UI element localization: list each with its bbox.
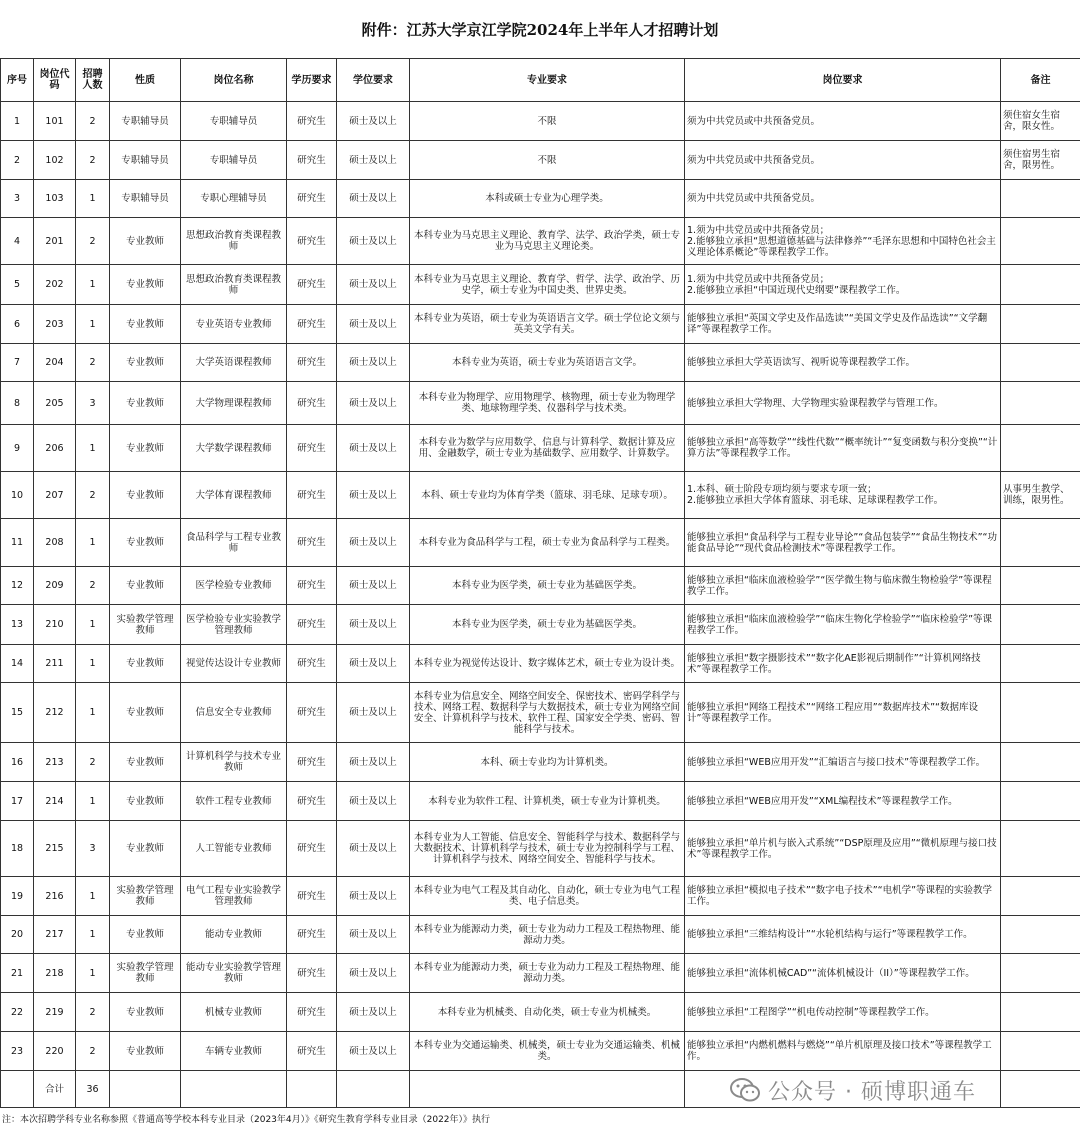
table-row — [1, 180, 1080, 218]
cell-count: 2 — [76, 141, 110, 180]
table-row — [1, 782, 1080, 821]
cell-name: 信息安全专业教师 — [181, 683, 287, 743]
cell-degree: 硕士及以上 — [337, 821, 410, 877]
header-name: 岗位名称 — [181, 59, 287, 102]
cell-note — [1001, 180, 1080, 218]
watermark — [730, 1074, 976, 1106]
cell-name: 医学检验专业教师 — [181, 567, 287, 605]
cell-major: 本科、硕士专业均为计算机类。 — [410, 743, 685, 782]
cell-degree: 硕士及以上 — [337, 645, 410, 683]
cell-req: 1.本科、硕士阶段专项均须与要求专项一致； 2.能够独立承担大学体育篮球、羽毛球、足球课程教学工作。 — [685, 472, 1001, 519]
header-req: 岗位要求 — [685, 59, 1001, 102]
cell-no: 18 — [1, 821, 34, 877]
table-row — [1, 1032, 1080, 1071]
cell-code: 102 — [34, 141, 76, 180]
cell-edu: 研究生 — [287, 605, 337, 645]
cell-name: 电气工程专业实验教学管理教师 — [181, 877, 287, 916]
cell-type: 专业教师 — [110, 567, 181, 605]
table-row — [1, 645, 1080, 683]
cell-major: 本科专业为信息安全、网络空间安全、保密技术、密码学科学与技术、网络工程、数据科学与大数据技术，硕士专业为网络空间安全、计算机科学与技术、软件工程、国家安全学类、密码、智能科学与技术。 — [410, 683, 685, 743]
table-row — [1, 877, 1080, 916]
cell-req: 能够独立承担“英国文学史及作品选读”“美国文学史及作品选读”“文学翻译”等课程教学工作。 — [685, 305, 1001, 344]
cell-note — [1001, 1032, 1080, 1071]
cell-degree: 硕士及以上 — [337, 1032, 410, 1071]
page-title: 附件：江苏大学京江学院2024年上半年人才招聘计划 — [361, 20, 719, 39]
cell-edu: 研究生 — [287, 782, 337, 821]
cell-type: 专业教师 — [110, 1032, 181, 1071]
cell-major: 本科专业为医学类，硕士专业为基础医学类。 — [410, 567, 685, 605]
cell-edu: 研究生 — [287, 877, 337, 916]
cell-major: 不限 — [410, 141, 685, 180]
cell-edu: 研究生 — [287, 382, 337, 425]
cell-type: 实验教学管理教师 — [110, 877, 181, 916]
cell-no: 9 — [1, 425, 34, 472]
cell-code: 205 — [34, 382, 76, 425]
cell-count: 2 — [76, 102, 110, 141]
cell-note — [1001, 382, 1080, 425]
cell-major: 本科或硕士专业为心理学类。 — [410, 180, 685, 218]
cell-note — [1001, 821, 1080, 877]
cell-code: 206 — [34, 425, 76, 472]
cell-code: 202 — [34, 265, 76, 305]
table-row — [1, 472, 1080, 519]
cell-degree: 硕士及以上 — [337, 605, 410, 645]
cell-note — [1001, 567, 1080, 605]
cell-major: 本科专业为英语，硕士专业为英语语言文学。 — [410, 344, 685, 382]
cell-req: 须为中共党员或中共预备党员。 — [685, 102, 1001, 141]
cell-code: 215 — [34, 821, 76, 877]
cell-no: 14 — [1, 645, 34, 683]
header-type: 性质 — [110, 59, 181, 102]
cell-count: 1 — [76, 305, 110, 344]
cell-count: 2 — [76, 218, 110, 265]
cell-req: 须为中共党员或中共预备党员。 — [685, 180, 1001, 218]
cell-name: 能动专业实验教学管理教师 — [181, 954, 287, 993]
cell-edu: 研究生 — [287, 265, 337, 305]
cell-no: 16 — [1, 743, 34, 782]
header-code: 岗位代码 — [34, 59, 76, 102]
cell-note — [1001, 743, 1080, 782]
cell-major: 本科专业为人工智能、信息安全、智能科学与技术、数据科学与大数据技术、计算机科学与技术，硕士专业为控制科学与工程、计算机科学与技术、网络空间安全、智能科学与技术。 — [410, 821, 685, 877]
cell-req: 能够独立承担“临床血液检验学”“临床生物化学检验学”“临床检验学”等课程教学工作。 — [685, 605, 1001, 645]
cell-major: 本科专业为医学类，硕士专业为基础医学类。 — [410, 605, 685, 645]
cell-no: 10 — [1, 472, 34, 519]
cell-type: 专业教师 — [110, 382, 181, 425]
cell-degree: 硕士及以上 — [337, 425, 410, 472]
table-row — [1, 605, 1080, 645]
cell-degree: 硕士及以上 — [337, 102, 410, 141]
cell-count: 1 — [76, 877, 110, 916]
cell-name: 能动专业教师 — [181, 916, 287, 954]
cell-req: 能够独立承担“食品科学与工程专业导论”“食品包装学”“食品生物技术”“功能食品导论”“现代食品检测技术”等课程教学工作。 — [685, 519, 1001, 567]
cell-code: 213 — [34, 743, 76, 782]
cell-req: 能够独立承担“流体机械CAD”“流体机械设计（II）”等课程教学工作。 — [685, 954, 1001, 993]
cell-major: 本科、硕士专业均为体育学类（篮球、羽毛球、足球专项）。 — [410, 472, 685, 519]
table-row — [1, 683, 1080, 743]
cell-count: 1 — [76, 645, 110, 683]
footnote: 注：本次招聘学科专业名称参照《普通高等学校本科专业目录（2023年4月）》《研究生教育学科专业目录（2022年）》执行 — [2, 1115, 491, 1125]
table-row — [1, 102, 1080, 141]
cell-degree: 硕士及以上 — [337, 954, 410, 993]
cell-no: 1 — [1, 102, 34, 141]
wechat-icon — [730, 1077, 760, 1103]
table-body — [1, 102, 1080, 1071]
header-no: 序号 — [1, 59, 34, 102]
cell-note — [1001, 519, 1080, 567]
cell-no: 4 — [1, 218, 34, 265]
cell-name: 机械专业教师 — [181, 993, 287, 1032]
cell-type: 专职辅导员 — [110, 102, 181, 141]
cell-no: 23 — [1, 1032, 34, 1071]
cell-major: 本科专业为能源动力类，硕士专业为动力工程及工程热物理、能源动力类。 — [410, 916, 685, 954]
cell-type: 专业教师 — [110, 425, 181, 472]
table-row — [1, 916, 1080, 954]
cell-edu: 研究生 — [287, 472, 337, 519]
cell-type: 专业教师 — [110, 519, 181, 567]
cell-no: 12 — [1, 567, 34, 605]
table-row — [1, 265, 1080, 305]
cell-edu: 研究生 — [287, 683, 337, 743]
cell-type: 专业教师 — [110, 782, 181, 821]
cell-count: 3 — [76, 382, 110, 425]
cell-count: 1 — [76, 180, 110, 218]
watermark-text: 公众号 · 硕博职通车 — [768, 1079, 976, 1105]
cell-name: 计算机科学与技术专业教师 — [181, 743, 287, 782]
cell-major: 不限 — [410, 102, 685, 141]
cell-no: 8 — [1, 382, 34, 425]
cell-no: 13 — [1, 605, 34, 645]
cell-edu: 研究生 — [287, 180, 337, 218]
cell-code: 212 — [34, 683, 76, 743]
cell-type: 专业教师 — [110, 743, 181, 782]
cell-count: 1 — [76, 605, 110, 645]
cell-code: 204 — [34, 344, 76, 382]
cell-code: 210 — [34, 605, 76, 645]
cell-major: 本科专业为软件工程、计算机类，硕士专业为计算机类。 — [410, 782, 685, 821]
cell-type: 专职辅导员 — [110, 180, 181, 218]
cell-code: 220 — [34, 1032, 76, 1071]
cell-edu: 研究生 — [287, 218, 337, 265]
cell-edu: 研究生 — [287, 344, 337, 382]
cell-edu: 研究生 — [287, 425, 337, 472]
table-row — [1, 141, 1080, 180]
cell-type: 专业教师 — [110, 645, 181, 683]
cell-count: 2 — [76, 472, 110, 519]
table-row — [1, 954, 1080, 993]
cell-degree: 硕士及以上 — [337, 782, 410, 821]
cell-edu: 研究生 — [287, 102, 337, 141]
cell-edu: 研究生 — [287, 305, 337, 344]
header-degree: 学位要求 — [337, 59, 410, 102]
cell-count: 1 — [76, 519, 110, 567]
header-major: 专业要求 — [410, 59, 685, 102]
cell-req: 能够独立承担“临床血液检验学”“医学微生物与临床微生物检验学”等课程教学工作。 — [685, 567, 1001, 605]
cell-note — [1001, 993, 1080, 1032]
cell-count: 2 — [76, 1032, 110, 1071]
cell-name: 视觉传达设计专业教师 — [181, 645, 287, 683]
cell-degree: 硕士及以上 — [337, 916, 410, 954]
cell-note: 须住宿男生宿舍，限男性。 — [1001, 141, 1080, 180]
cell-name: 食品科学与工程专业教师 — [181, 519, 287, 567]
table-row — [1, 344, 1080, 382]
cell-type: 专职辅导员 — [110, 141, 181, 180]
cell-no: 5 — [1, 265, 34, 305]
cell-code: 218 — [34, 954, 76, 993]
cell-name: 专职辅导员 — [181, 141, 287, 180]
cell-degree: 硕士及以上 — [337, 519, 410, 567]
cell-count: 1 — [76, 954, 110, 993]
cell-name: 专职辅导员 — [181, 102, 287, 141]
cell-edu: 研究生 — [287, 954, 337, 993]
cell-type: 实验教学管理教师 — [110, 954, 181, 993]
cell-edu: 研究生 — [287, 1032, 337, 1071]
table-row — [1, 305, 1080, 344]
total-label: 合计 — [34, 1071, 76, 1108]
cell-code: 203 — [34, 305, 76, 344]
header-note: 备注 — [1001, 59, 1080, 102]
cell-count: 1 — [76, 916, 110, 954]
cell-major: 本科专业为视觉传达设计、数字媒体艺术，硕士专业为设计类。 — [410, 645, 685, 683]
table-row — [1, 519, 1080, 567]
cell-code: 208 — [34, 519, 76, 567]
cell-type: 专业教师 — [110, 218, 181, 265]
table-row — [1, 993, 1080, 1032]
cell-note — [1001, 344, 1080, 382]
cell-type: 专业教师 — [110, 265, 181, 305]
table-row — [1, 567, 1080, 605]
cell-major: 本科专业为马克思主义理论、教育学、法学、政治学类，硕士专业为马克思主义理论类。 — [410, 218, 685, 265]
cell-req: 须为中共党员或中共预备党员。 — [685, 141, 1001, 180]
cell-name: 医学检验专业实验教学管理教师 — [181, 605, 287, 645]
cell-code: 103 — [34, 180, 76, 218]
cell-edu: 研究生 — [287, 821, 337, 877]
cell-no: 22 — [1, 993, 34, 1032]
cell-major: 本科专业为交通运输类、机械类，硕士专业为交通运输类、机械类。 — [410, 1032, 685, 1071]
cell-degree: 硕士及以上 — [337, 265, 410, 305]
cell-major: 本科专业为英语，硕士专业为英语语言文学。硕士学位论文须与英美文学有关。 — [410, 305, 685, 344]
cell-req: 1.须为中共党员或中共预备党员； 2.能够独立承担“思想道德基础与法律修养”“毛泽东思想和中国特色社会主义理论体系概论”等课程教学工作。 — [685, 218, 1001, 265]
cell-count: 1 — [76, 782, 110, 821]
cell-note — [1001, 645, 1080, 683]
cell-degree: 硕士及以上 — [337, 877, 410, 916]
cell-code: 219 — [34, 993, 76, 1032]
cell-no: 19 — [1, 877, 34, 916]
cell-note — [1001, 683, 1080, 743]
cell-code: 211 — [34, 645, 76, 683]
cell-edu: 研究生 — [287, 916, 337, 954]
cell-no: 20 — [1, 916, 34, 954]
cell-type: 专业教师 — [110, 344, 181, 382]
table-row — [1, 821, 1080, 877]
cell-name: 车辆专业教师 — [181, 1032, 287, 1071]
cell-no: 3 — [1, 180, 34, 218]
cell-count: 3 — [76, 821, 110, 877]
cell-degree: 硕士及以上 — [337, 472, 410, 519]
cell-req: 能够独立承担“模拟电子技术”“数字电子技术”“电机学”等课程的实验教学工作。 — [685, 877, 1001, 916]
cell-major: 本科专业为物理学、应用物理学、核物理，硕士专业为物理学类、地球物理学类、仪器科学与技术类。 — [410, 382, 685, 425]
cell-req: 能够独立承担大学英语读写、视听说等课程教学工作。 — [685, 344, 1001, 382]
cell-note — [1001, 954, 1080, 993]
cell-name: 大学体育课程教师 — [181, 472, 287, 519]
cell-type: 专业教师 — [110, 472, 181, 519]
cell-name: 人工智能专业教师 — [181, 821, 287, 877]
cell-req: 能够独立承担“工程图学”“机电传动控制”等课程教学工作。 — [685, 993, 1001, 1032]
header-edu: 学历要求 — [287, 59, 337, 102]
cell-name: 大学物理课程教师 — [181, 382, 287, 425]
cell-req: 1.须为中共党员或中共预备党员； 2.能够独立承担“中国近现代史纲要”课程教学工作。 — [685, 265, 1001, 305]
cell-req: 能够独立承担“网络工程技术”“网络工程应用”“数据库技术”“数据库设计”等课程教学工作。 — [685, 683, 1001, 743]
cell-major: 本科专业为食品科学与工程，硕士专业为食品科学与工程类。 — [410, 519, 685, 567]
cell-no: 11 — [1, 519, 34, 567]
cell-req: 能够独立承担“高等数学”“线性代数”“概率统计”“复变函数与积分变换”“计算方法”等课程教学工作。 — [685, 425, 1001, 472]
total-empty-cell — [1, 1071, 34, 1108]
cell-edu: 研究生 — [287, 519, 337, 567]
cell-major: 本科专业为电气工程及其自动化、自动化，硕士专业为电气工程类、电子信息类。 — [410, 877, 685, 916]
cell-req: 能够独立承担大学物理、大学物理实验课程教学与管理工作。 — [685, 382, 1001, 425]
table-row — [1, 743, 1080, 782]
cell-name: 软件工程专业教师 — [181, 782, 287, 821]
cell-req: 能够独立承担“单片机与嵌入式系统”“DSP原理及应用”“微机原理与接口技术”等课程教学工作。 — [685, 821, 1001, 877]
cell-code: 207 — [34, 472, 76, 519]
cell-name: 思想政治教育类课程教师 — [181, 265, 287, 305]
cell-name: 大学数学课程教师 — [181, 425, 287, 472]
cell-note: 从事男生教学、训练，限男性。 — [1001, 472, 1080, 519]
cell-req: 能够独立承担“WEB应用开发”“汇编语言与接口技术”等课程教学工作。 — [685, 743, 1001, 782]
cell-edu: 研究生 — [287, 743, 337, 782]
cell-code: 217 — [34, 916, 76, 954]
cell-degree: 硕士及以上 — [337, 180, 410, 218]
cell-edu: 研究生 — [287, 141, 337, 180]
cell-count: 1 — [76, 265, 110, 305]
cell-code: 216 — [34, 877, 76, 916]
cell-req: 能够独立承担“WEB应用开发”“XML编程技术”等课程教学工作。 — [685, 782, 1001, 821]
cell-no: 15 — [1, 683, 34, 743]
cell-major: 本科专业为数学与应用数学、信息与计算科学、数据计算及应用、金融数学，硕士专业为基础数学、应用数学、计算数学。 — [410, 425, 685, 472]
total-count: 36 — [76, 1071, 110, 1108]
cell-degree: 硕士及以上 — [337, 567, 410, 605]
cell-name: 专职心理辅导员 — [181, 180, 287, 218]
cell-degree: 硕士及以上 — [337, 218, 410, 265]
cell-type: 专业教师 — [110, 305, 181, 344]
cell-name: 大学英语课程教师 — [181, 344, 287, 382]
cell-note — [1001, 305, 1080, 344]
cell-no: 7 — [1, 344, 34, 382]
cell-major: 本科专业为能源动力类，硕士专业为动力工程及工程热物理、能源动力类。 — [410, 954, 685, 993]
cell-edu: 研究生 — [287, 567, 337, 605]
cell-count: 1 — [76, 683, 110, 743]
cell-name: 专业英语专业教师 — [181, 305, 287, 344]
cell-type: 实验教学管理教师 — [110, 605, 181, 645]
cell-no: 17 — [1, 782, 34, 821]
cell-edu: 研究生 — [287, 993, 337, 1032]
cell-count: 2 — [76, 743, 110, 782]
cell-note — [1001, 916, 1080, 954]
cell-no: 6 — [1, 305, 34, 344]
cell-note — [1001, 218, 1080, 265]
table-header-row — [1, 59, 1080, 102]
cell-note: 须住宿女生宿舍，限女性。 — [1001, 102, 1080, 141]
cell-degree: 硕士及以上 — [337, 743, 410, 782]
cell-count: 2 — [76, 344, 110, 382]
recruitment-table — [0, 58, 1080, 1108]
cell-edu: 研究生 — [287, 645, 337, 683]
table-row — [1, 425, 1080, 472]
cell-code: 101 — [34, 102, 76, 141]
cell-note — [1001, 265, 1080, 305]
cell-count: 2 — [76, 567, 110, 605]
cell-count: 1 — [76, 425, 110, 472]
cell-note — [1001, 605, 1080, 645]
cell-req: 能够独立承担“内燃机燃料与燃烧”“单片机原理及接口技术”等课程教学工作。 — [685, 1032, 1001, 1071]
cell-type: 专业教师 — [110, 916, 181, 954]
cell-code: 201 — [34, 218, 76, 265]
cell-count: 2 — [76, 993, 110, 1032]
table-row — [1, 382, 1080, 425]
cell-code: 214 — [34, 782, 76, 821]
table-row — [1, 218, 1080, 265]
header-count: 招聘人数 — [76, 59, 110, 102]
cell-note — [1001, 425, 1080, 472]
cell-note — [1001, 782, 1080, 821]
cell-degree: 硕士及以上 — [337, 141, 410, 180]
cell-type: 专业教师 — [110, 683, 181, 743]
cell-note — [1001, 877, 1080, 916]
cell-req: 能够独立承担“数字摄影技术”“数字化AE影视后期制作”“计算机网络技术”等课程教学工作。 — [685, 645, 1001, 683]
cell-no: 2 — [1, 141, 34, 180]
cell-major: 本科专业为马克思主义理论、教育学、哲学、法学、政治学、历史学，硕士专业为中国史类、世界史类。 — [410, 265, 685, 305]
cell-name: 思想政治教育类课程教师 — [181, 218, 287, 265]
cell-degree: 硕士及以上 — [337, 305, 410, 344]
cell-major: 本科专业为机械类、自动化类，硕士专业为机械类。 — [410, 993, 685, 1032]
cell-type: 专业教师 — [110, 821, 181, 877]
cell-degree: 硕士及以上 — [337, 344, 410, 382]
cell-req: 能够独立承担“三维结构设计”“水轮机结构与运行”等课程教学工作。 — [685, 916, 1001, 954]
cell-degree: 硕士及以上 — [337, 683, 410, 743]
cell-degree: 硕士及以上 — [337, 382, 410, 425]
cell-type: 专业教师 — [110, 993, 181, 1032]
cell-no: 21 — [1, 954, 34, 993]
cell-degree: 硕士及以上 — [337, 993, 410, 1032]
cell-code: 209 — [34, 567, 76, 605]
